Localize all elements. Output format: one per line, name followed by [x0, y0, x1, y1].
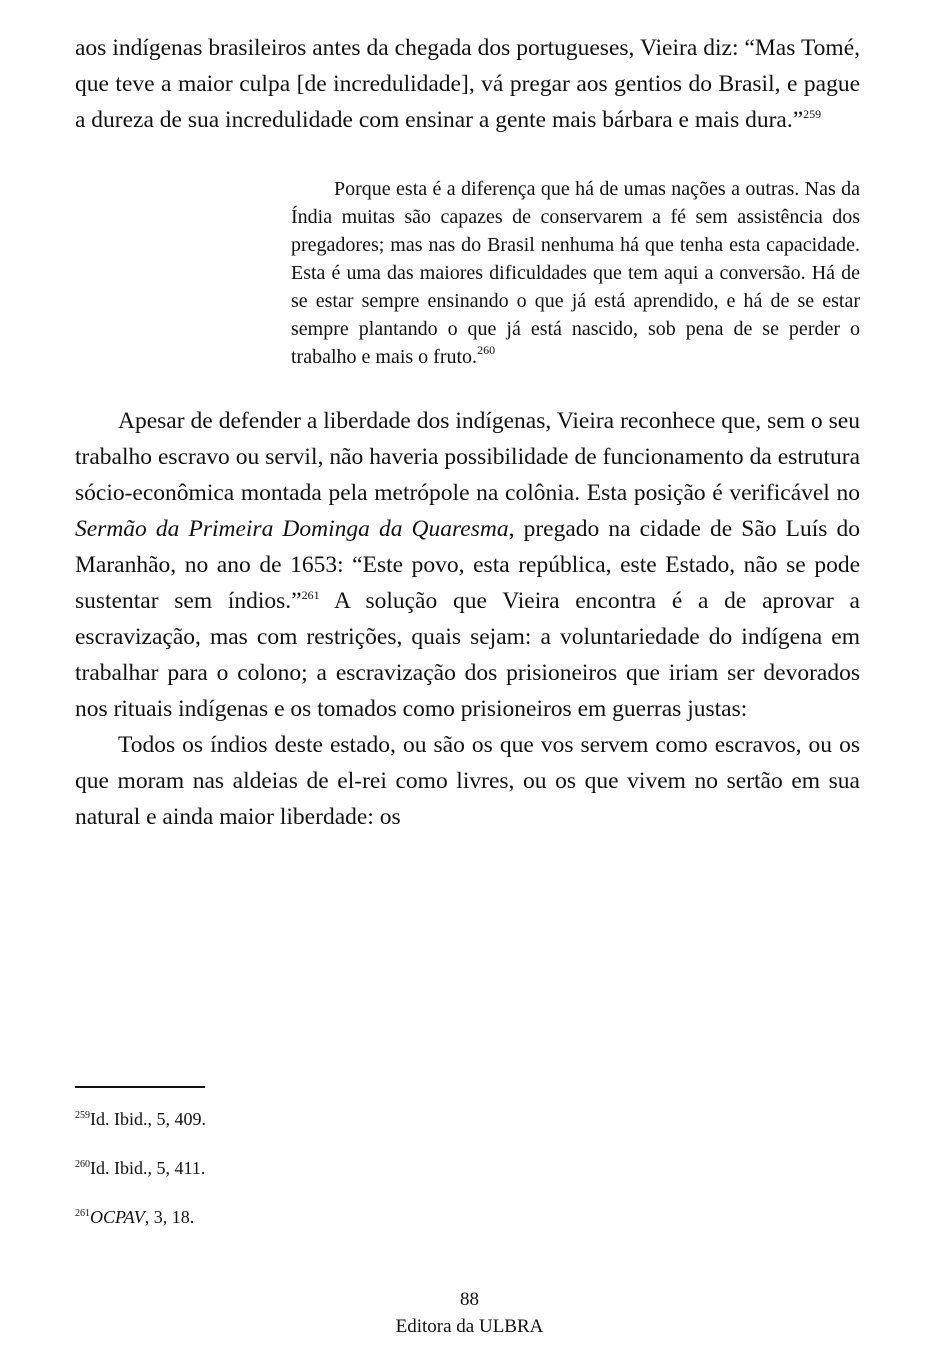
paragraph-main-text-b: , pregado na cidade de São Luís do Maranhão, no ano de 1653: “Este povo, esta república, este Estado, não se pode sustentar sem índios.”	[75, 516, 860, 614]
publisher-name: Editora da ULBRA	[395, 1316, 544, 1337]
footnote-ref-261: 261	[301, 588, 320, 602]
page-number: 88	[460, 1289, 479, 1310]
paragraph-quote-continued-text: Todos os índios deste estado, ou são os que vos servem como escravos, ou os que moram nas aldeias de el-rei como livres, ou os que vivem no sertão em sua natural e ainda maior liberdade: os	[75, 732, 860, 830]
paragraph-intro	[75, 30, 860, 138]
footnote-259	[75, 1106, 575, 1132]
sermon-title: Sermão da Primeira Dominga da Quaresma	[75, 516, 509, 542]
paragraph-main-text-a: Apesar de defender a liberdade dos indígenas, Vieira reconhece que, sem o seu trabalho escravo ou servil, não haveria possibilidade de funcionamento da estrutura sócio-econômica montada pela metrópole na colônia. Esta posição é verificável no	[75, 408, 860, 506]
footnote-260	[75, 1155, 575, 1181]
footnote-261	[75, 1204, 575, 1230]
paragraph-main-text-c: A solução que Vieira encontra é a de aprovar a escravização, mas com restrições, quais sejam: a voluntariedade do indígena em trabalhar para o colono; a escravização dos prisioneiros que iriam ser devorados nos rituais indígenas e os tomados como prisioneiros em guerras justas:	[75, 588, 860, 722]
block-quote-text: Porque esta é a diferença que há de umas nações a outras. Nas da Índia muitas são capazes de conservarem a fé sem assistência dos pregadores; mas nas do Brasil nenhuma há que tenha esta capacidade. Esta é uma das maiores dificuldades que tem aqui a conversão. Há de se estar sempre ensinando o que já está aprendido, e há de se estar sempre plantando o que já está nascido, sob pena de se perder o trabalho e mais o fruto.	[291, 178, 860, 368]
footnote-number: 261	[75, 1208, 90, 1219]
footnote-text: Id. Ibid., 5, 411.	[90, 1158, 206, 1178]
footnote-number: 260	[75, 1159, 90, 1170]
footnote-text: Id. Ibid., 5, 409.	[90, 1109, 206, 1129]
footnote-number: 259	[75, 1110, 90, 1121]
footnote-ref-259: 259	[803, 107, 822, 121]
footnote-ref-260: 260	[477, 343, 496, 357]
footnotes	[75, 1106, 575, 1253]
paragraph-quote-continued	[75, 727, 860, 835]
footnote-divider	[75, 1086, 205, 1088]
block-quote	[291, 175, 860, 371]
footnote-text: , 3, 18.	[144, 1207, 195, 1227]
page-body	[75, 30, 860, 835]
footnote-source-abbrev: OCPAV	[90, 1207, 145, 1227]
paragraph-intro-text: aos indígenas brasileiros antes da chegada dos portugueses, Vieira diz: “Mas Tomé, que teve a maior culpa [de incredulidade], vá pregar aos gentios do Brasil, e pague a dureza de sua incredulidade com ensinar a gente mais bárbara e mais dura.”	[75, 35, 860, 133]
paragraph-main	[75, 403, 860, 727]
